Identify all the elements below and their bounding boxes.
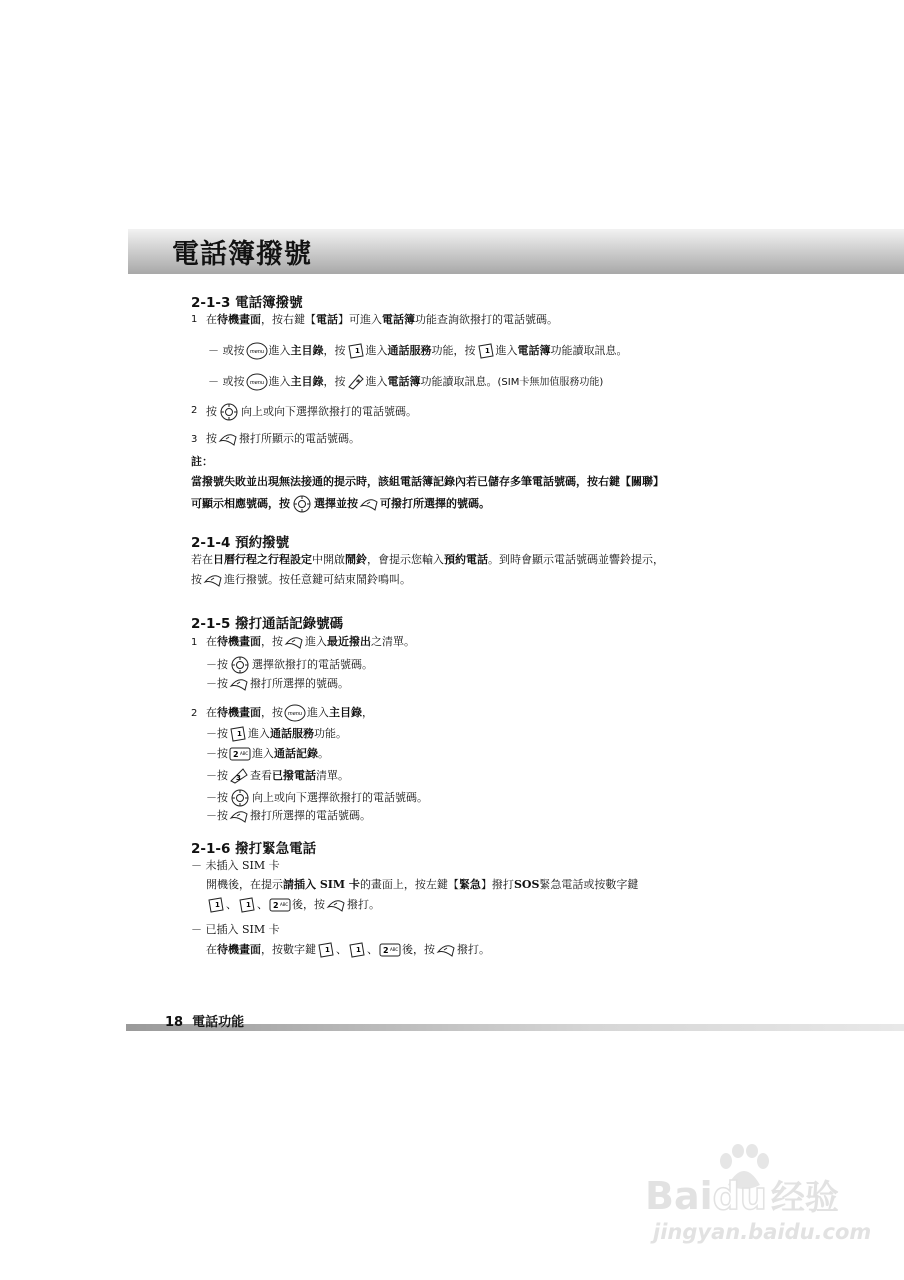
page-title: 電話簿撥號	[172, 239, 312, 270]
svg-text:2: 2	[383, 946, 389, 955]
svg-text:1: 1	[354, 347, 360, 355]
send-key-icon	[284, 634, 304, 650]
paragraph-line: 開機後，在提示請插入 SIM 卡的畫面上，按左鍵【緊急】撥打SOS緊急電話或按數字鍵	[206, 878, 639, 891]
svg-text:menu: menu	[287, 711, 303, 717]
instruction-line: －按 2 ABC 進入通話記錄。	[206, 747, 329, 760]
svg-text:3: 3	[236, 774, 241, 782]
svg-text:ABC: ABC	[390, 947, 399, 952]
send-key-icon	[359, 496, 379, 512]
sub-heading: － 未插入 SIM 卡	[191, 859, 280, 872]
send-key-icon	[218, 431, 238, 447]
menu-key-icon	[246, 342, 268, 360]
instruction-line: 在待機畫面，按 進入最近撥出之清單。	[206, 635, 415, 648]
section-heading-2-1-4: 2-1-4 預約撥號	[191, 535, 290, 551]
sub-heading: － 已插入 SIM 卡	[191, 923, 280, 936]
one-key-icon	[229, 725, 247, 743]
item-number: 2	[191, 708, 198, 719]
note-text: 當撥號失敗並出現無法接通的提示時，該組電話簿記錄內若已儲存多筆電話號碼，按右鍵【關聯】	[191, 475, 664, 488]
nav-key-icon	[218, 402, 240, 422]
note-text: 可顯示相應號碼，按 選擇並按 可撥打所選擇的號碼。	[191, 494, 490, 514]
instruction-line: －按 選擇欲撥打的電話號碼。	[206, 655, 373, 675]
svg-text:1: 1	[246, 901, 251, 909]
send-key-icon	[436, 942, 456, 958]
svg-text:menu: menu	[249, 349, 264, 355]
one-key-icon	[238, 896, 256, 914]
star-key-icon	[347, 373, 365, 391]
instruction-line: －按 撥打所選擇的號碼。	[206, 677, 349, 690]
svg-text:1: 1	[237, 730, 242, 738]
instruction-line: 按 向上或向下選擇欲撥打的電話號碼。	[206, 402, 417, 422]
two-key-icon	[379, 942, 401, 958]
page-number: 18	[165, 1015, 184, 1030]
instruction-line: －按 1 進入通話服務功能。	[206, 725, 347, 743]
svg-text:2: 2	[273, 901, 279, 910]
instruction-line: －按 3 查看已撥電話清單。	[206, 767, 349, 785]
svg-text:1: 1	[325, 946, 330, 954]
send-key-icon	[326, 897, 346, 913]
section-heading-2-1-5: 2-1-5 撥打通話記錄號碼	[191, 616, 344, 632]
instruction-line: 按 撥打所顯示的電話號碼。	[206, 432, 360, 445]
paragraph-line: 在待機畫面，按數字鍵 1 、 1 、 2 ABC 後，按 撥打。	[206, 941, 490, 959]
note-label: 註：	[191, 455, 213, 468]
svg-text:ABC: ABC	[280, 902, 289, 907]
svg-text:1: 1	[484, 347, 490, 355]
two-key-icon	[229, 746, 251, 762]
three-key-icon	[229, 767, 249, 785]
item-number: 1	[191, 637, 198, 648]
paragraph-line: 若在日曆行程之行程設定中開啟鬧鈴，會提示您輸入預約電話。到時會顯示電話號碼並響鈴提示，	[191, 553, 664, 566]
one-key-icon	[207, 896, 225, 914]
item-number: 1	[191, 314, 198, 325]
menu-key-icon	[284, 704, 306, 722]
instruction-line: 在待機畫面，按右鍵【電話】可進入電話簿功能查詢欲撥打的電話號碼。	[206, 313, 558, 326]
item-number: 2	[191, 405, 198, 416]
nav-key-icon	[229, 788, 251, 808]
instruction-line: －按 撥打所選擇的電話號碼。	[206, 809, 371, 822]
footer-section: 電話功能	[192, 1015, 245, 1030]
svg-text:ABC: ABC	[240, 751, 249, 756]
item-number: 3	[191, 434, 198, 445]
nav-key-icon	[291, 494, 313, 514]
page-footer	[165, 1011, 244, 1030]
instruction-line: － 或按 menu 進入主目錄，按 1 進入通話服務功能，按 1 進入電話簿功能讀取訊息。	[208, 342, 628, 360]
svg-text:2: 2	[233, 750, 239, 759]
two-key-icon	[269, 897, 291, 913]
send-key-icon	[229, 676, 249, 692]
one-key-icon	[348, 941, 366, 959]
instruction-line: －按 向上或向下選擇欲撥打的電話號碼。	[206, 788, 428, 808]
one-key-icon	[477, 342, 495, 360]
one-key-icon	[317, 941, 335, 959]
watermark-brand: Baidu 经验	[645, 1174, 839, 1218]
section-heading-2-1-6: 2-1-6 撥打緊急電話	[191, 841, 317, 857]
paragraph-line: 1 、 1 、 2 ABC 後，按 撥打。	[206, 896, 380, 914]
nav-key-icon	[229, 655, 251, 675]
watermark-url: jingyan.baidu.com	[653, 1220, 872, 1244]
instruction-line: 在待機畫面，按 menu 進入主目錄，	[206, 704, 373, 722]
paragraph-line: 按 進行撥號。按任意鍵可結束鬧鈴鳴叫。	[191, 573, 411, 586]
svg-text:1: 1	[356, 946, 361, 954]
section-heading-2-1-3: 2-1-3 電話簿撥號	[191, 295, 303, 311]
send-key-icon	[229, 808, 249, 824]
svg-text:1: 1	[215, 901, 220, 909]
menu-key-icon	[246, 373, 268, 391]
svg-text:*: *	[355, 378, 360, 387]
one-key-icon	[347, 342, 365, 360]
svg-text:menu: menu	[249, 380, 264, 386]
instruction-line: － 或按 menu 進入主目錄，按 * 進入電話簿功能讀取訊息。(SIM卡無加值服務功能)	[208, 373, 603, 391]
send-key-icon	[203, 572, 223, 588]
